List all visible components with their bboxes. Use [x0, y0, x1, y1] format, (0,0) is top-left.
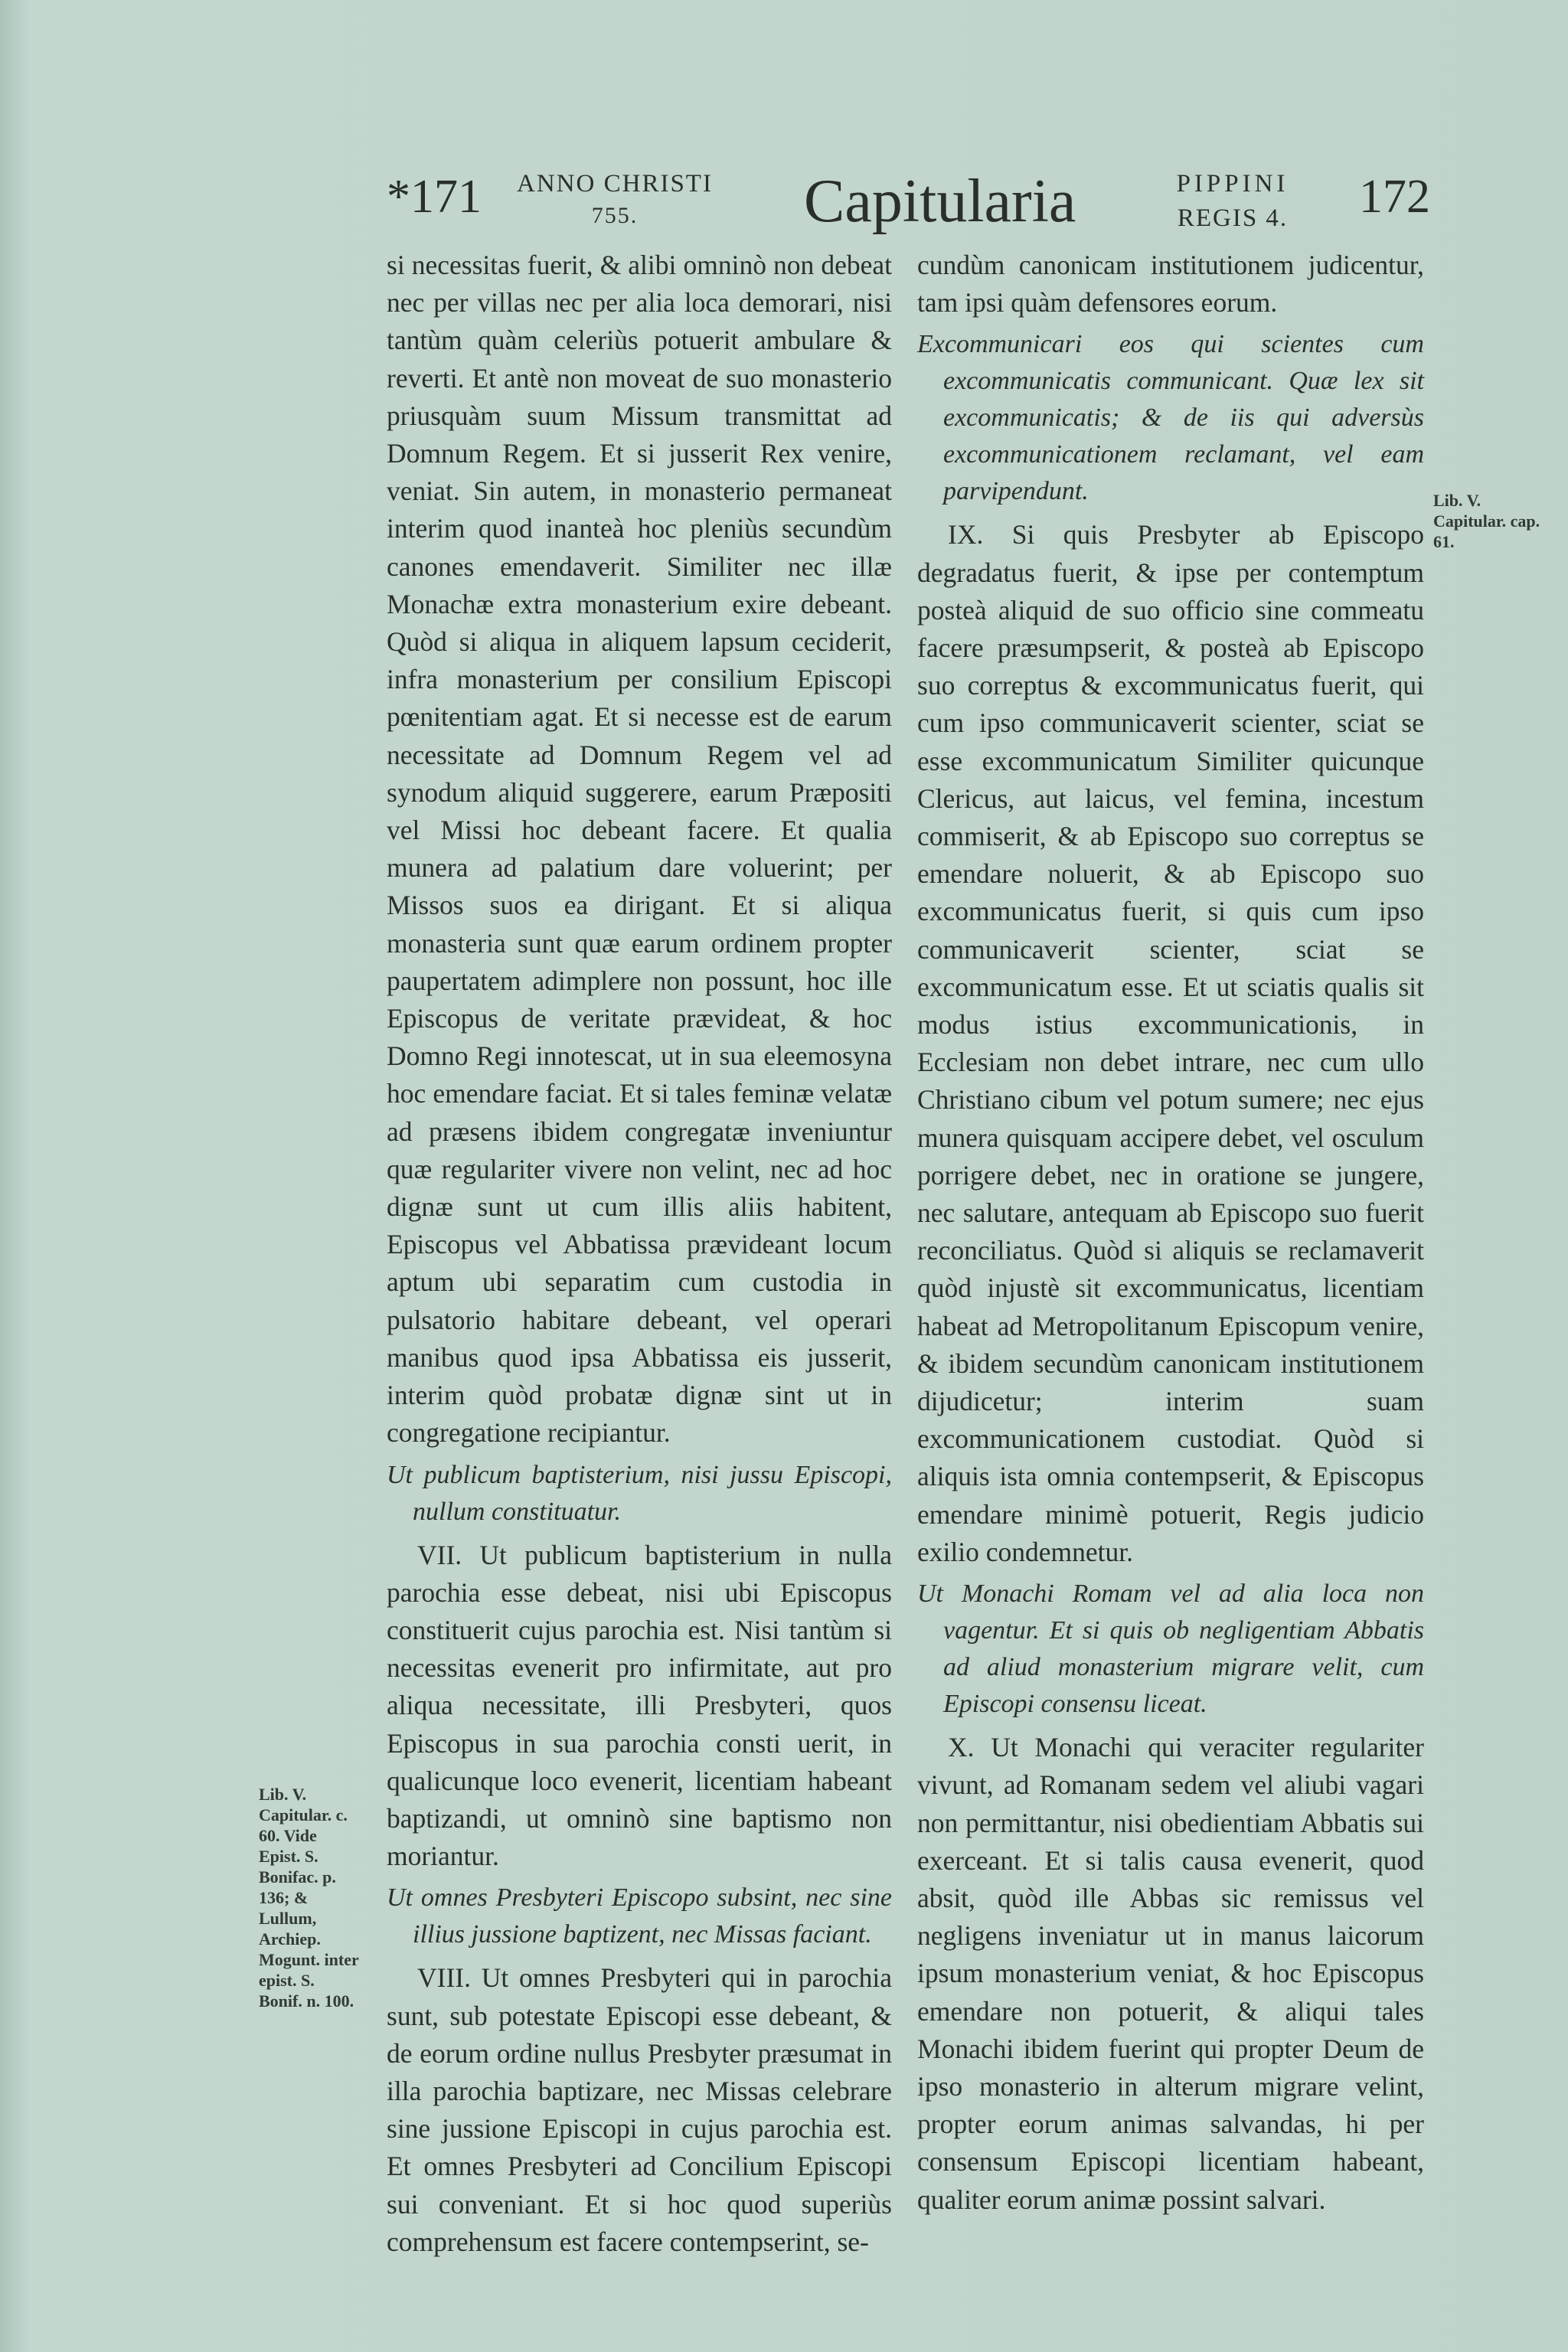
paragraph: cundùm canonicam institutionem judicentur, tam ipsi quàm defensores eorum. [917, 250, 1424, 318]
marginal-note-right: Lib. V. Capitular. cap. 61. [1433, 491, 1540, 551]
rubric-heading: Ut omnes Presbyteri Episcopo subsint, nec sine illius jussione baptizent, nec Missas faciant. [387, 1883, 892, 1949]
chapter-paragraph: VIII. Ut omnes Presbyteri qui in parochia sunt, sub potestate Episcopi esse debeant, & de eorum ordine nullus Presbyter præsumat in illa parochia baptizare, nec Missas celebrare sine jussione Episcopi in cujus parochia est. Et omnes Presbyteri ad Concilium Episcopi sui conveniant. Et si hoc quod superiùs comprehensum est facere contempserint, se- [387, 1962, 892, 2257]
rubric-heading: Ut Monachi Romam vel ad alia loca non vagentur. Et si quis ob negligentiam Abbatis ad aliud monasterium migrare velit, cum Episcopi consensu liceat. [917, 1579, 1424, 1719]
paragraph: si necessitas fuerit, & alibi omninò non debeat nec per villas nec per alia loca demorari, nisi tantùm quàm celeriùs potuerit ambulare & reverti. Et antè non moveat de suo monasterio priusquàm suum Missum transmittat ad Domnum Regem. Et si jusserit Rex venire, veniat. Sin autem, in monasterio permaneat interim quod inanteà hoc pleniùs secundùm canones emendaverit. Similiter nec illæ Monachæ extra monasterium exire debeant. Quòd si aliqua in aliquem lapsum ceciderit, infra monasterium per consilium Episcopi pœnitentiam agat. Et si necesse est de earum necessitate ad Domnum Regem vel ad synodum aliquid suggerere, earum Præpositi vel Missi hoc debeant facere. Et qualia munera ad palatium dare voluerint; per Missos suos ea dirigant. Et si aliqua monasteria sunt quæ earum ordinem propter paupertatem adimplere non possunt, hoc ille Episcopus de veritate prævideat, & hoc Domno Regi innotescat, ut in sua eleemosyna hoc emendare faciat. Et si tales feminæ velatæ ad præsens ibidem congregatæ inveniuntur quæ regulariter vivere non velint, nec ad hoc dignæ sunt ut cum illis aliis habitent, Episcopus vel Abbatissa prævideant locum aptum ubi separatim cum custodia in pulsatorio habitare debeant, vel operari manibus quod ipsa Abbatissa eis jusserit, interim quòd probatæ dignæ sint ut in congregatione recipiantur. [387, 250, 892, 1449]
chapter-paragraph: VII. Ut publicum baptisterium in nulla parochia esse debeat, nisi ubi Episcopus constituerit cujus parochia est. Nisi tantùm si necessitas evenerit pro infirmitate, aut pro aliqua necessitate, illi Presbyteri, quos Episcopus in sua parochia consti uerit, in qualicunque loco evenerit, licentiam habeant baptizandi, ut omninò sine baptismo non moriantur. [387, 1539, 892, 1872]
chapter-paragraph: X. Ut Monachi qui veraciter regulariter vivunt, ad Romanam sedem vel aliubi vagari non permittantur, nisi obedientiam Abbatis sui exerceant. Et si talis causa evenerit, quod absit, quòd ille Abbas sic remissus vel negligens inveniatur ut in manus laicorum ipsum monasterium veniat, & hoc Episcopus emendare non potuerit, & aliqui tales Monachi ibidem fuerint qui propter Deum de ipso monasterio in alterum migrare velint, propter eorum animas salvandas, hi per consensum Episcopi licentiam habeant, qualiter eorum animæ possint salvari. [917, 1732, 1424, 2215]
page-number-right: 172 [1359, 171, 1430, 223]
anno-christi: ANNO CHRISTI [517, 170, 713, 198]
year: 755. [591, 203, 639, 228]
regis: REGIS 4. [1177, 204, 1289, 232]
rubric-heading: Excommunicari eos qui scientes cum excommunicatis communicant. Quæ lex sit excommunicatis; & de iis qui adversùs excommunicationem reclamant, vel eam parvipendunt. [917, 330, 1424, 506]
chapter-paragraph: IX. Si quis Presbyter ab Episcopo degradatus fuerit, & ipse per contemptum posteà aliquid de suo officio sine commeatu facere præsumpserit, & posteà ab Episcopo suo correptus & excommunicatus fuerit, qui cum ipso communicaverit scienter, sciat se esse excommunicatum Similiter quicunque Clericus, aut laicus, vel femina, incestum commiserit, & ab Episcopo suo correptus se emendare noluerit, & ab Episcopo suo excommunicatus fuerit, si quis cum ipso communicaverit scienter, sciat se excommunicatum esse. Et ut sciatis qualis sit modus istius excommunicationis, in Ecclesiam non debet intrare, nec cum ullo Christiano cibum vel potum sumere; nec ejus munera quisquam accipere debet, vel osculum porrigere debet, nec in oratione se jungere, nec salutare, antequam ab Episcopo suo fuerit reconciliatus. Quòd si aliquis se reclamaverit quòd injustè sit excommunicatus, licentiam habeat ad Metropolitanum Episcopum venire, & ibidem secundùm canonicam institutionem dijudicetur; interim suam excommunicationem custodiat. Quòd si aliquis ista omnia contempserit, & Episcopus emendare minimè potuerit, Regis judicio exilio condemnetur. [917, 519, 1424, 1567]
running-title: Capitularia [804, 168, 1076, 235]
page-number-left: *171 [387, 171, 482, 223]
rubric-heading: Ut publicum baptisterium, nisi jussu Episcopi, nullum constituatur. [387, 1460, 892, 1526]
left-column [387, 247, 892, 2261]
pippini: PIPPINI [1176, 170, 1289, 198]
right-column [917, 247, 1424, 2219]
marginal-note-left: Lib. V. Capitular. c. 60. Vide Epist. S. Bonifac. p. 136; & Lullum, Archiep. Mogunt. inter epist. S. Bonif. n. 100. [259, 1785, 359, 2011]
